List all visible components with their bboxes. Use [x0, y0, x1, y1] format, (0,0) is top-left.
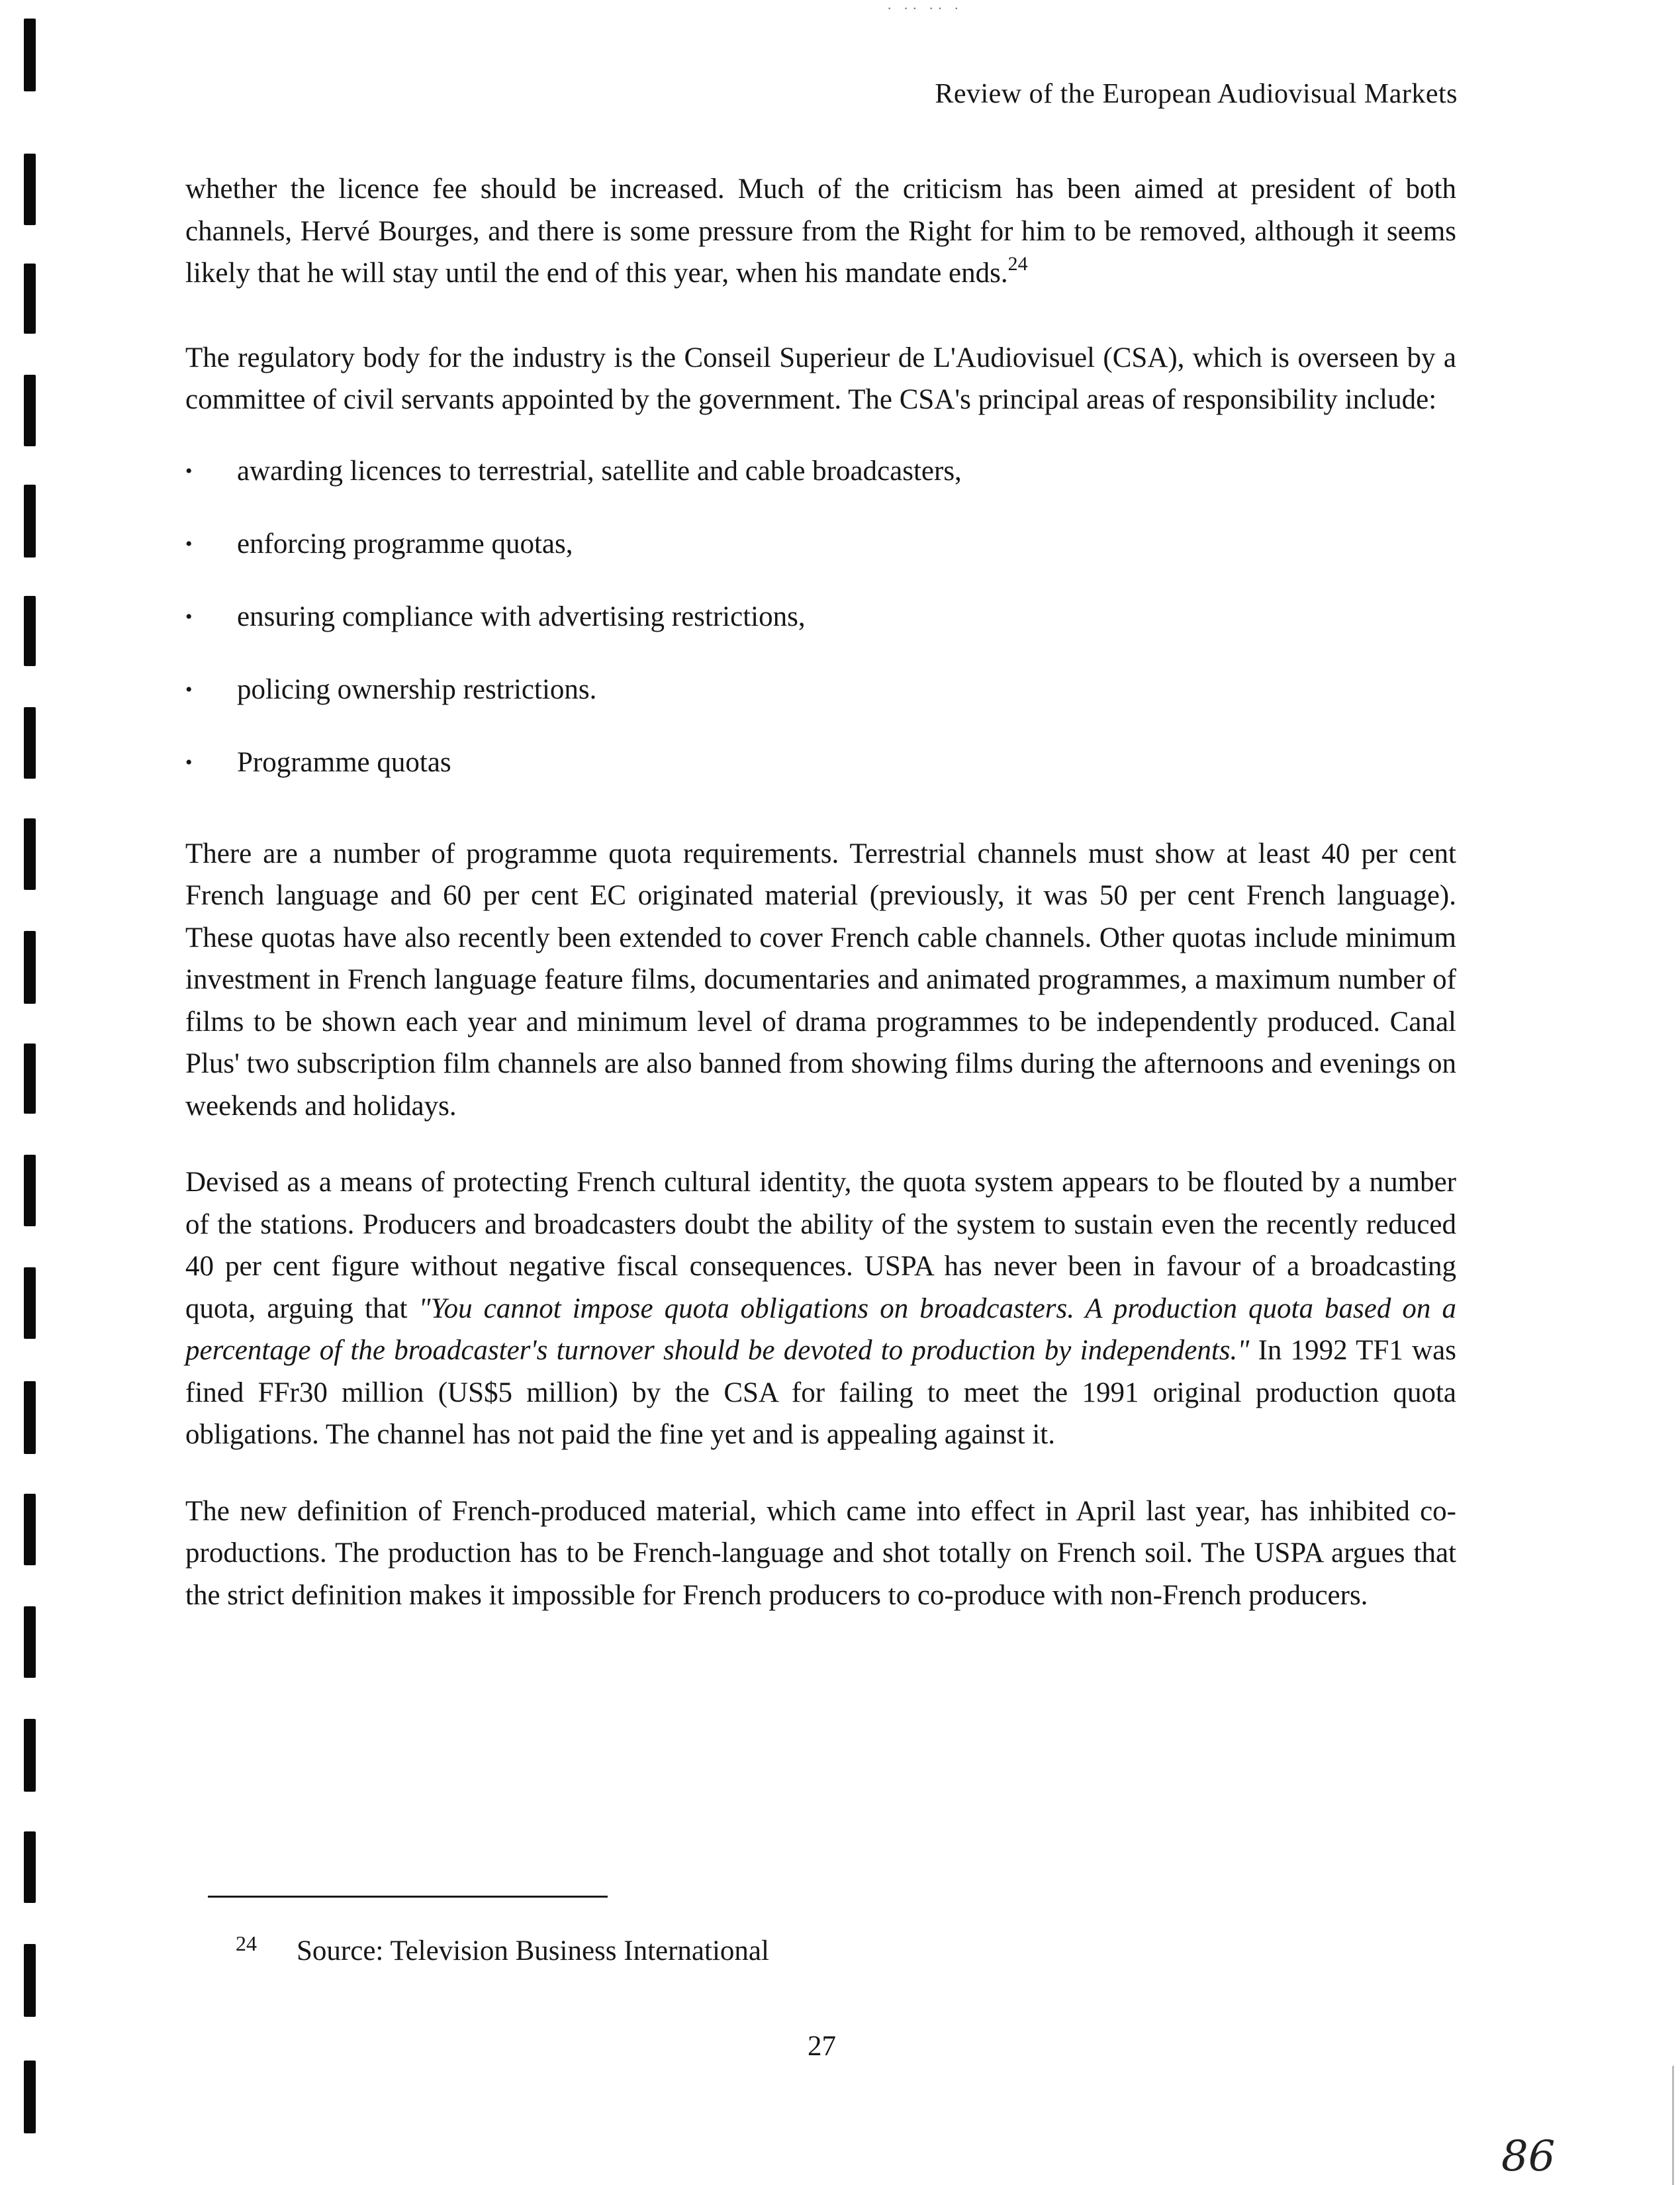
scan-edge-line [1672, 2066, 1674, 2185]
list-item [185, 596, 1456, 669]
list-item [185, 450, 1456, 523]
paragraph-text: Devised as a means of protecting French cultural identity, the quota system appears to be flouted by a number of the stations. Producers and broadcasters doubt the ability of the system to sustain even the recently reduced 40 per cent figure without negative fiscal consequences. USPA has never been in favour of a broadcasting quota, arguing that [185, 1167, 1456, 1324]
margin-mark [24, 375, 36, 446]
paragraph-text: In 1992 TF1 was fined FFr30 million (US$5 million) by the CSA for failing to meet the 1991 original production quota obligations. The channel has not paid the fine yet and is appealing against it. [185, 1335, 1456, 1450]
margin-mark [24, 1044, 36, 1114]
list-item [185, 742, 1456, 814]
bullet-icon: • [185, 678, 193, 701]
margin-mark [24, 818, 36, 890]
running-header: Review of the European Audiovisual Markets [935, 79, 1458, 109]
bullet-icon: • [185, 751, 193, 773]
list-item [185, 669, 1456, 742]
document-body [185, 168, 1456, 1616]
margin-mark [24, 485, 36, 558]
paragraph [185, 1161, 1456, 1456]
margin-mark [24, 19, 36, 91]
handwritten-annotation: 86 [1501, 2132, 1556, 2181]
bullet-icon: • [185, 605, 193, 628]
list-item-text: awarding licences to terrestrial, satellite and cable broadcasters, [237, 455, 962, 487]
margin-mark [24, 1267, 36, 1339]
margin-mark [24, 596, 36, 666]
responsibility-list [185, 450, 1456, 814]
margin-mark [24, 707, 36, 779]
margin-mark [24, 931, 36, 1004]
footnote-number: 24 [236, 1931, 257, 1955]
footnote-text: Source: Television Business International [297, 1935, 769, 1966]
margin-mark [24, 154, 36, 225]
list-item-text: Programme quotas [237, 746, 451, 778]
margin-scan-marks [9, 0, 36, 2185]
paragraph: The new definition of French-produced material, which came into effect in April last year, has inhibited co-productions. The production has to be French-language and shot totally on French soil. The USPA argues that the strict definition makes it impossible for French producers to co-produce with non-French producers. [185, 1495, 1456, 1611]
uspa-quote: "You cannot impose quota obligations on broadcasters. A production quota based on a percentage of the broadcaster's turnover should be devoted to production by independents." [185, 1292, 1456, 1366]
margin-mark [24, 1381, 36, 1454]
margin-mark [24, 1944, 36, 2017]
margin-mark [24, 1155, 36, 1226]
list-item [185, 523, 1456, 596]
paragraph-text: whether the licence fee should be increased. Much of the criticism has been aimed at president of both channels, Hervé Bourges, and there is some pressure from the Right for him to be removed, although it seems likely that he will stay until the end of this year, when his mandate ends. [185, 173, 1456, 289]
paragraph: There are a number of programme quota requirements. Terrestrial channels must show at least 40 per cent French language and 60 per cent EC originated material (previously, it was 50 per cent French language). These quotas have also recently been extended to cover French cable channels. Other quotas include minimum investment in French language feature films, documentaries and animated programmes, a maximum number of films to be shown each year and minimum level of drama programmes to be independently produced. Canal Plus' two subscription film channels are also banned from showing films during the afternoons and evenings on weekends and holidays. [185, 838, 1456, 1122]
margin-mark [24, 1831, 36, 1903]
margin-mark [24, 2061, 36, 2133]
margin-mark [24, 1719, 36, 1792]
paragraph: The regulatory body for the industry is the Conseil Superieur de L'Audiovisuel (CSA), which is overseen by a committee of civil servants appointed by the government. The CSA's principal areas of responsibility include: [185, 342, 1456, 415]
footnote [236, 1931, 769, 1967]
paragraph [185, 168, 1456, 295]
margin-mark [24, 1606, 36, 1678]
bullet-icon: • [185, 532, 193, 555]
scan-specks: · ·· ·· · [887, 0, 963, 17]
footnote-divider [208, 1896, 608, 1898]
bullet-icon: • [185, 460, 193, 482]
page-number: 27 [808, 2031, 836, 2062]
margin-mark [24, 1494, 36, 1565]
list-item-text: ensuring compliance with advertising restrictions, [237, 601, 806, 632]
margin-mark [24, 264, 36, 334]
footnote-reference: 24 [1007, 253, 1028, 275]
list-item-text: policing ownership restrictions. [237, 673, 597, 705]
list-item-text: enforcing programme quotas, [237, 528, 573, 559]
